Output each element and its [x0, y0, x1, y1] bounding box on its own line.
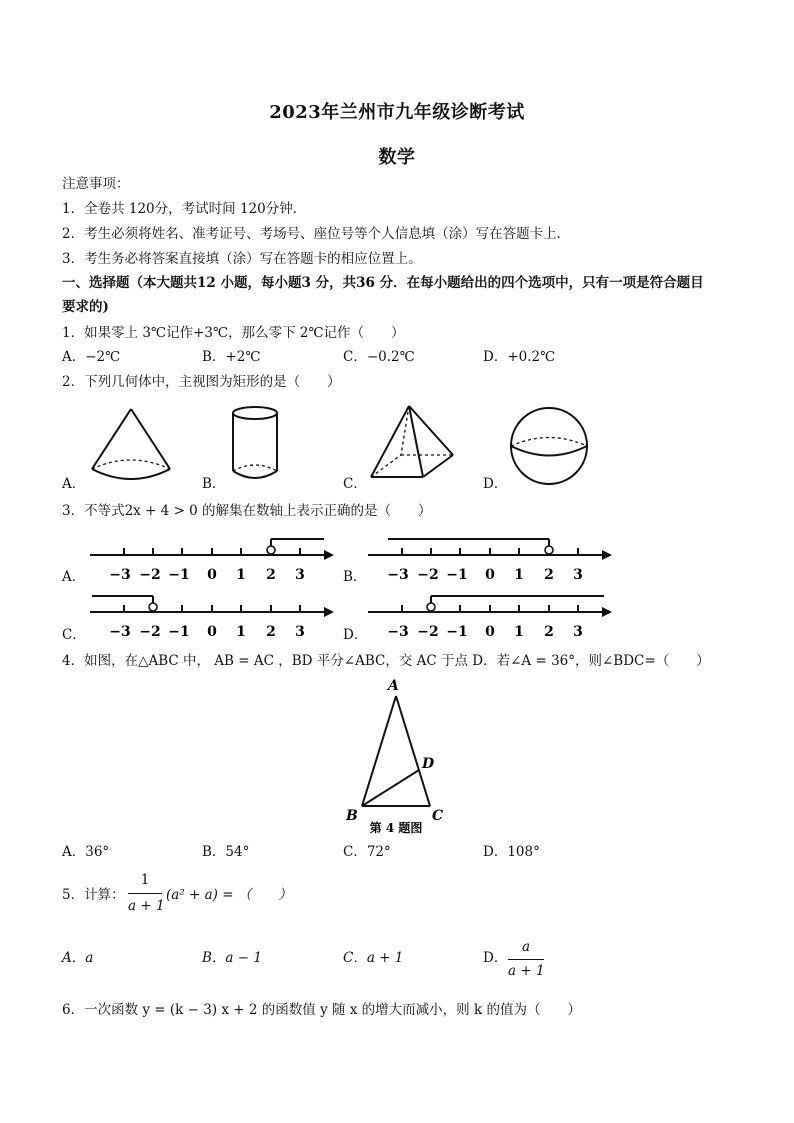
q5-option-b: B．a − 1	[202, 950, 262, 966]
q5-prefix: 5．计算：	[62, 887, 125, 903]
tick-label: −1	[168, 567, 190, 583]
q4-text: 4．如图，在△ABC 中， AB = AC ，BD 平分∠ABC，交 AC 于点 D．若∠A = 36°，则∠BDC=（ ）	[62, 653, 710, 669]
vertex-label-b: B	[346, 808, 358, 824]
q5-option-d: D．	[483, 950, 508, 966]
tick-label: 3	[573, 624, 583, 640]
q1-option-a: A．−2℃	[62, 349, 121, 365]
vertex-label-d: D	[422, 756, 435, 772]
tick-label: −2	[139, 624, 161, 640]
subject-title: 数学	[378, 147, 416, 168]
q2-label-c: C．	[343, 476, 367, 492]
page-title: 2023年兰州市九年级诊断考试	[269, 102, 525, 123]
tick-label: 3	[295, 624, 305, 640]
q2-text: 2．下列几何体中，主视图为矩形的是（ ）	[62, 374, 341, 390]
pyramid-figure	[365, 403, 465, 485]
tick-label: 0	[207, 624, 217, 640]
number-line-c	[88, 590, 338, 644]
q5-option-d-denominator: a + 1	[508, 963, 545, 979]
tick-label: 0	[485, 567, 495, 583]
tick-label: 1	[514, 624, 524, 640]
q4-option-a: A．36°	[62, 844, 110, 860]
q2-label-b: B．	[202, 476, 226, 492]
tick-label: −2	[417, 567, 439, 583]
q2-label-a: A．	[62, 476, 86, 492]
notes-item-1: 1．全卷共 120分，考试时间 120分钟．	[62, 201, 307, 217]
notes-heading: 注意事项：	[62, 176, 130, 192]
q3-label-c: C．	[62, 627, 86, 643]
tick-label: 2	[266, 624, 276, 640]
q4-option-d: D．108°	[483, 844, 540, 860]
section1-heading-cont: 要求的)	[62, 299, 109, 315]
tick-label: −3	[109, 624, 131, 640]
tick-label: −1	[446, 624, 468, 640]
number-line-d	[366, 590, 616, 644]
section1-heading: 一、选择题（本大题共12 小题，每小题3 分，共36 分．在每小题给出的四个选项中，只有一项是符合题目	[62, 275, 704, 291]
q5-option-c: C．a + 1	[343, 950, 404, 966]
q4-option-c: C．72°	[343, 844, 391, 860]
q5-fraction-bar	[128, 893, 162, 894]
tick-label: 2	[544, 567, 554, 583]
q1-option-c: C．−0.2℃	[343, 349, 415, 365]
q5-option-d-numerator: a	[521, 939, 531, 955]
cone-figure	[86, 405, 176, 485]
tick-label: −1	[168, 624, 190, 640]
cylinder-figure	[226, 405, 286, 485]
q3-label-b: B．	[343, 569, 367, 585]
sphere-figure	[506, 403, 592, 489]
q6-text: 6．一次函数 y = (k − 3) x + 2 的函数值 y 随 x 的增大而减小，则 k 的值为（ ）	[62, 1002, 581, 1018]
tick-label: 1	[236, 624, 246, 640]
figure-caption: 第 4 题图	[369, 821, 423, 835]
tick-label: 0	[207, 567, 217, 583]
tick-label: −3	[387, 567, 409, 583]
q5-fraction-numerator: 1	[140, 872, 150, 888]
tick-label: −2	[417, 624, 439, 640]
q1-text: 1．如果零上 3℃记作+3℃，那么零下 2℃记作（ ）	[62, 325, 405, 341]
q5-option-a: A．a	[62, 950, 94, 966]
vertex-label-c: C	[432, 808, 444, 824]
q4-option-b: B．54°	[202, 844, 250, 860]
notes-item-2: 2．考生必须将姓名、准考证号、考场号、座位号等个人信息填（涂）写在答题卡上．	[62, 226, 571, 242]
tick-label: 2	[544, 624, 554, 640]
q3-label-d: D．	[343, 627, 368, 643]
triangle-figure	[336, 670, 456, 838]
q5-expression: (a² + a) = （ ）	[166, 887, 292, 903]
tick-label: 1	[514, 567, 524, 583]
tick-label: −1	[446, 567, 468, 583]
tick-label: 0	[485, 624, 495, 640]
tick-label: 2	[266, 567, 276, 583]
q3-text: 3．不等式2x + 4 > 0 的解集在数轴上表示正确的是（ ）	[62, 503, 432, 519]
number-line-b	[366, 533, 616, 587]
q2-label-d: D．	[483, 476, 508, 492]
tick-label: −3	[109, 567, 131, 583]
tick-label: −2	[139, 567, 161, 583]
q1-option-b: B．+2℃	[202, 349, 261, 365]
notes-item-3: 3．考生务必将答案直接填（涂）写在答题卡的相应位置上。	[62, 251, 422, 267]
tick-label: 3	[573, 567, 583, 583]
tick-label: 3	[295, 567, 305, 583]
q5-fraction-denominator: a + 1	[128, 898, 165, 914]
number-line-a	[88, 533, 338, 587]
tick-label: 1	[236, 567, 246, 583]
tick-label: −3	[387, 624, 409, 640]
q5-option-d-bar	[508, 959, 544, 960]
q1-option-d: D．+0.2℃	[483, 349, 556, 365]
vertex-label-a: A	[388, 678, 399, 694]
q3-label-a: A．	[62, 569, 86, 585]
